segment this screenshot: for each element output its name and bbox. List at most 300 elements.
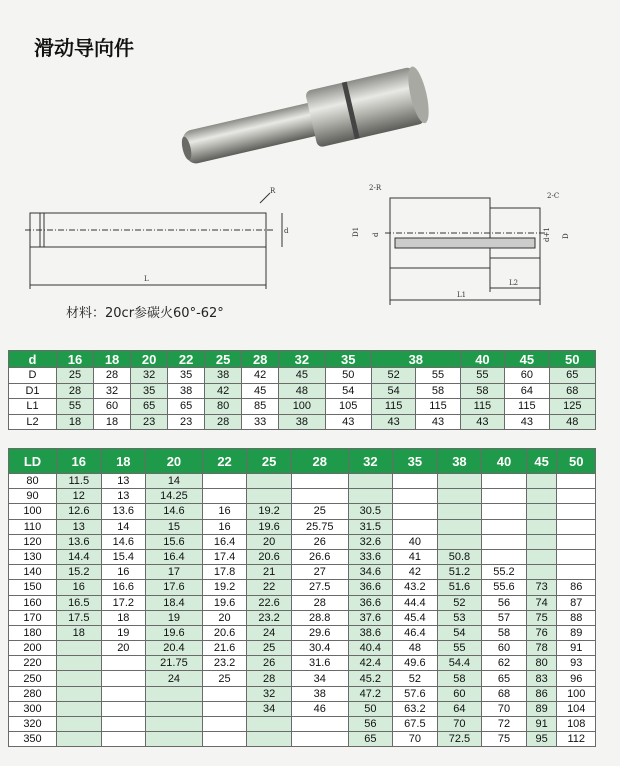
table-cell [526,549,557,564]
table-cell: 16.5 [57,595,102,610]
table-cell: 96 [557,671,596,686]
table-cell: 17 [146,565,203,580]
table-cell [557,474,596,489]
table-cell: 48 [549,414,595,430]
table-cell: 15 [146,519,203,534]
table-cell: 65 [168,399,205,415]
table-cell [146,701,203,716]
table-cell [348,474,393,489]
table-cell: 42 [205,383,242,399]
table-row [9,549,596,564]
table-cell: 56 [482,595,527,610]
table-cell: 55.2 [482,565,527,580]
table-cell: 28 [205,414,242,430]
table-cell: 93 [557,656,596,671]
table-cell: 15.6 [146,534,203,549]
table-cell [247,717,292,732]
label-d: d [284,227,289,235]
table-cell: 18.4 [146,595,203,610]
table-cell: 14.25 [146,489,203,504]
table-row [9,717,596,732]
table-cell [393,504,438,519]
table-cell: 16 [101,565,146,580]
table-cell: 104 [557,701,596,716]
table-row [9,489,596,504]
table-cell [57,686,102,701]
table-cell [101,701,146,716]
table-cell: 56 [348,717,393,732]
length-table [8,448,596,747]
table-cell: 70 [393,732,438,747]
table-cell [247,732,292,747]
table-cell: 89 [526,701,557,716]
row-label-cell: 130 [9,549,57,564]
table-cell: 14 [146,474,203,489]
header-cell: 38 [437,449,482,474]
table-cell: 14.6 [146,504,203,519]
table-cell: 15.2 [57,565,102,580]
table-cell: 115 [416,399,460,415]
length-header-row [9,449,596,474]
table-cell: 16 [202,504,247,519]
table-cell: 60 [437,686,482,701]
table-cell [557,504,596,519]
table-cell: 12 [57,489,102,504]
table-cell: 14.6 [101,534,146,549]
table-cell [146,732,203,747]
table-cell: 17.2 [101,595,146,610]
table-cell: 35 [168,368,205,384]
table-cell: 25 [57,368,94,384]
table-cell [482,504,527,519]
table-cell [393,519,438,534]
table-cell: 17.6 [146,580,203,595]
table-cell [557,489,596,504]
label-D: D [562,233,570,239]
table-cell [393,489,438,504]
table-cell: 16.6 [101,580,146,595]
table-cell: 31.6 [291,656,348,671]
table-cell: 105 [325,399,371,415]
table-cell: 33 [242,414,279,430]
table-cell: 38 [205,368,242,384]
table-cell [482,489,527,504]
table-cell: 21.6 [202,641,247,656]
table-cell: 43.2 [393,580,438,595]
table-cell [101,686,146,701]
label-dplus: d+1 [543,227,551,242]
header-cell: LD [9,449,57,474]
table-cell: 23 [168,414,205,430]
table-cell: 47.2 [348,686,393,701]
table-cell: 62 [482,656,527,671]
header-cell: 20 [146,449,203,474]
table-cell: 28 [247,671,292,686]
table-cell: 53 [437,610,482,625]
table-cell: 27 [291,565,348,580]
table-cell: 32 [131,368,168,384]
table-cell [291,732,348,747]
table-cell [437,534,482,549]
table-row [9,383,596,399]
table-cell [291,474,348,489]
table-cell: 28 [57,383,94,399]
header-cell: 28 [291,449,348,474]
table-cell: 95 [526,732,557,747]
table-cell [57,656,102,671]
table-cell [57,641,102,656]
table-cell: 21.75 [146,656,203,671]
header-cell: 40 [460,351,504,368]
table-cell: 27.5 [291,580,348,595]
table-cell: 86 [557,580,596,595]
dimension-table [8,350,596,430]
table-cell: 25 [291,504,348,519]
table-cell: 14 [101,519,146,534]
table-cell: 52 [437,595,482,610]
table-cell: 20.6 [202,625,247,640]
table-cell: 15.4 [101,549,146,564]
table-cell [146,717,203,732]
row-label-cell: 180 [9,625,57,640]
table-cell: 45.2 [348,671,393,686]
table-cell: 125 [549,399,595,415]
table-row [9,641,596,656]
table-cell [348,489,393,504]
table-cell: 100 [279,399,325,415]
table-cell: 13.6 [57,534,102,549]
table-cell: 31.5 [348,519,393,534]
table-cell: 28 [94,368,131,384]
table-row [9,595,596,610]
table-cell: 25.75 [291,519,348,534]
table-cell: 17.5 [57,610,102,625]
header-cell: 35 [393,449,438,474]
header-cell: 40 [482,449,527,474]
table-cell: 68 [482,686,527,701]
table-cell: 70 [482,701,527,716]
table-cell: 19 [101,625,146,640]
table-cell: 22.6 [247,595,292,610]
table-cell [557,519,596,534]
table-cell: 75 [526,610,557,625]
table-cell: 60 [482,641,527,656]
table-cell [202,489,247,504]
label-r: R [270,187,276,195]
header-cell: 28 [242,351,279,368]
table-cell: 40.4 [348,641,393,656]
table-cell: 40 [393,534,438,549]
table-cell [247,474,292,489]
table-cell: 41 [393,549,438,564]
table-cell: 75 [482,732,527,747]
label-l: L [144,275,149,283]
table-cell: 70 [437,717,482,732]
label-l2: L2 [509,279,519,287]
table-cell: 50.8 [437,549,482,564]
table-row [9,474,596,489]
table-cell: 52 [371,368,415,384]
table-cell: 12.6 [57,504,102,519]
table-cell: 20 [101,641,146,656]
table-cell [526,489,557,504]
table-cell: 108 [557,717,596,732]
table-row [9,701,596,716]
table-cell: 20 [202,610,247,625]
table-cell: 16.4 [146,549,203,564]
table-cell: 13.6 [101,504,146,519]
table-row [9,671,596,686]
row-label-cell: 300 [9,701,57,716]
guide-pin-photo [160,55,440,175]
table-cell [101,717,146,732]
table-cell: 19.6 [146,625,203,640]
row-label-cell: 150 [9,580,57,595]
table-cell: 26.6 [291,549,348,564]
table-cell: 55 [437,641,482,656]
table-cell: 18 [57,625,102,640]
row-label-cell: D1 [9,383,57,399]
table-cell: 26 [247,656,292,671]
row-label-cell: L2 [9,414,57,430]
header-cell: 22 [168,351,205,368]
table-cell [101,732,146,747]
table-cell: 91 [557,641,596,656]
table-cell: 54 [325,383,371,399]
table-cell: 51.2 [437,565,482,580]
table-cell [291,717,348,732]
table-cell: 64 [505,383,549,399]
table-cell: 32 [247,686,292,701]
table-cell: 43 [416,414,460,430]
table-cell [101,656,146,671]
row-label-cell: 80 [9,474,57,489]
table-cell: 38 [168,383,205,399]
row-label-cell: 160 [9,595,57,610]
table-cell: 19.2 [202,580,247,595]
table-cell: 23.2 [247,610,292,625]
table-cell: 72 [482,717,527,732]
table-cell [247,489,292,504]
table-cell: 46 [291,701,348,716]
table-cell [202,732,247,747]
header-cell: 22 [202,449,247,474]
table-cell: 100 [557,686,596,701]
table-cell: 80 [205,399,242,415]
label-l1: L1 [457,291,467,299]
table-cell: 54.4 [437,656,482,671]
table-cell: 65 [131,399,168,415]
table-cell: 63.2 [393,701,438,716]
table-cell: 32 [94,383,131,399]
table-cell: 16 [202,519,247,534]
table-cell: 74 [526,595,557,610]
table-cell: 28.8 [291,610,348,625]
table-cell: 29.6 [291,625,348,640]
table-cell: 115 [460,399,504,415]
table-cell [202,701,247,716]
table-cell: 23.2 [202,656,247,671]
table-cell: 73 [526,580,557,595]
table-cell: 50 [348,701,393,716]
table-cell [146,686,203,701]
table-cell: 50 [325,368,371,384]
table-cell: 36.6 [348,580,393,595]
table-cell: 44.4 [393,595,438,610]
row-label-cell: 170 [9,610,57,625]
table-cell [57,732,102,747]
table-cell [526,504,557,519]
table-cell [482,534,527,549]
header-cell: 38 [371,351,460,368]
label-dr: d [372,232,380,237]
table-cell: 34 [291,671,348,686]
table-row [9,368,596,384]
table-cell: 17.4 [202,549,247,564]
header-cell: d [9,351,57,368]
table-cell: 60 [94,399,131,415]
table-cell: 51.6 [437,580,482,595]
table-cell [437,519,482,534]
row-label-cell: 350 [9,732,57,747]
table-row [9,504,596,519]
table-cell: 30.5 [348,504,393,519]
table-cell: 28 [291,595,348,610]
material-note: 材料：20cr参碳火60°-62° [66,306,224,321]
table-cell: 11.5 [57,474,102,489]
table-cell [57,701,102,716]
table-cell: 16.4 [202,534,247,549]
table-cell: 18 [101,610,146,625]
table-cell: 35 [131,383,168,399]
table-cell: 86 [526,686,557,701]
pin-drawing [20,185,310,295]
row-label-cell: 110 [9,519,57,534]
table-cell [482,474,527,489]
row-label-cell: 140 [9,565,57,580]
label-c2: 2-C [547,192,560,200]
table-cell: 19 [146,610,203,625]
row-label-cell: 220 [9,656,57,671]
table-cell: 54 [371,383,415,399]
table-cell: 91 [526,717,557,732]
table-cell: 54 [437,625,482,640]
table-row [9,686,596,701]
table-cell: 87 [557,595,596,610]
table-cell: 58 [460,383,504,399]
table-cell: 115 [505,399,549,415]
table-cell: 72.5 [437,732,482,747]
table-cell: 17.8 [202,565,247,580]
table-cell: 46.4 [393,625,438,640]
table-cell: 60 [505,368,549,384]
header-cell: 50 [557,449,596,474]
header-cell: 45 [526,449,557,474]
table-cell: 13 [101,474,146,489]
table-row [9,565,596,580]
table-cell: 78 [526,641,557,656]
table-cell [393,474,438,489]
table-cell [202,474,247,489]
table-cell: 55 [57,399,94,415]
label-d1: D1 [352,226,360,237]
table-cell: 18 [57,414,94,430]
header-cell: 32 [279,351,325,368]
table-cell: 21 [247,565,292,580]
table-cell: 64 [437,701,482,716]
table-cell [202,717,247,732]
table-cell: 23 [131,414,168,430]
header-cell: 45 [505,351,549,368]
table-cell: 112 [557,732,596,747]
table-cell [557,549,596,564]
table-cell: 65 [482,671,527,686]
table-row [9,534,596,549]
table-cell: 19.6 [247,519,292,534]
table-cell [57,671,102,686]
table-cell: 48 [279,383,325,399]
table-cell: 42.4 [348,656,393,671]
header-cell: 20 [131,351,168,368]
pin-section-drawing [345,180,595,310]
table-cell: 48 [393,641,438,656]
header-cell: 50 [549,351,595,368]
table-cell [482,519,527,534]
table-cell [291,489,348,504]
row-label-cell: 320 [9,717,57,732]
table-cell: 68 [549,383,595,399]
table-cell: 76 [526,625,557,640]
row-label-cell: L1 [9,399,57,415]
table-cell [482,549,527,564]
table-cell: 49.6 [393,656,438,671]
table-cell: 45 [279,368,325,384]
table-cell: 43 [371,414,415,430]
table-cell [526,474,557,489]
table-cell: 25 [247,641,292,656]
table-cell: 20.4 [146,641,203,656]
table-cell: 20 [247,534,292,549]
table-cell: 38.6 [348,625,393,640]
row-label-cell: 100 [9,504,57,519]
table-cell: 42 [242,368,279,384]
table-cell: 89 [557,625,596,640]
table-cell [557,565,596,580]
table-row [9,519,596,534]
header-cell: 16 [57,351,94,368]
table-cell: 19.2 [247,504,292,519]
table-row [9,399,596,415]
table-cell: 26 [291,534,348,549]
table-cell [526,534,557,549]
table-cell: 45.4 [393,610,438,625]
row-label-cell: 250 [9,671,57,686]
table-cell: 30.4 [291,641,348,656]
table-cell [101,671,146,686]
table-cell [437,489,482,504]
table-cell: 34.6 [348,565,393,580]
table-cell: 65 [549,368,595,384]
table-cell: 34 [247,701,292,716]
table-cell [526,565,557,580]
table-cell: 19.6 [202,595,247,610]
row-label-cell: D [9,368,57,384]
table-cell: 20.6 [247,549,292,564]
table-cell: 32.6 [348,534,393,549]
table-cell: 13 [101,489,146,504]
table-cell: 24 [146,671,203,686]
table-cell: 55.6 [482,580,527,595]
